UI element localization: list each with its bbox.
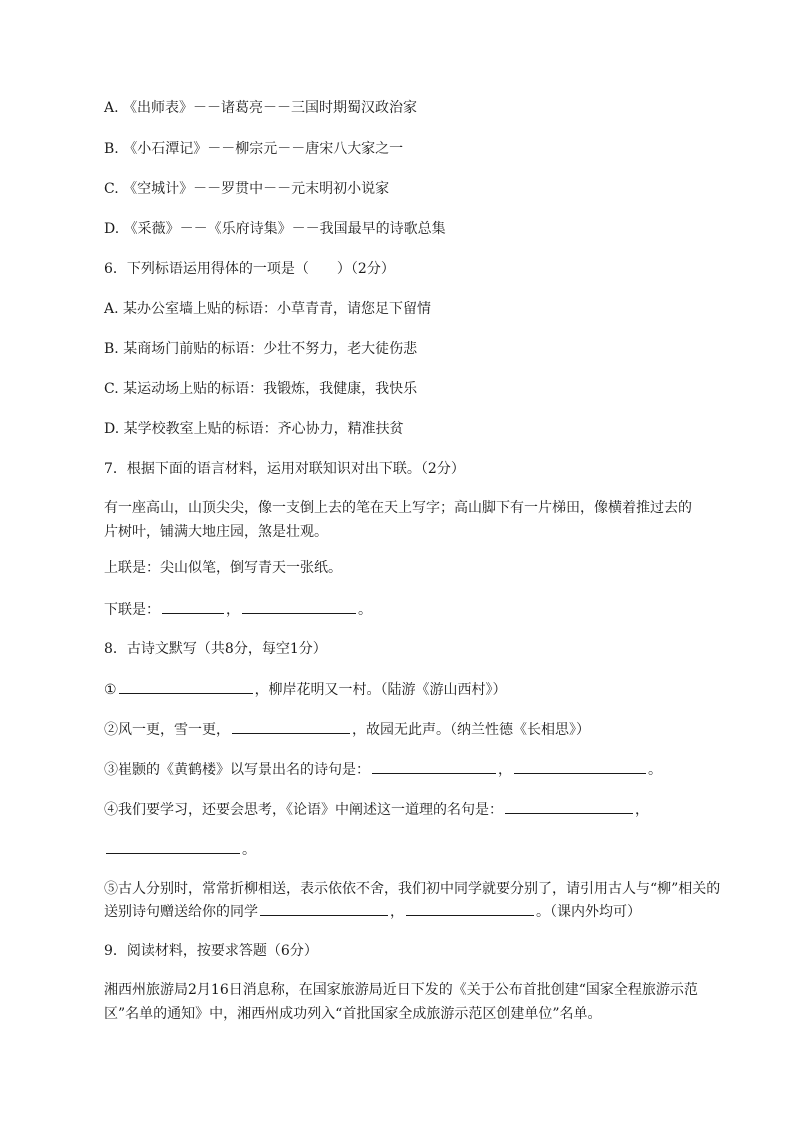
- q5-option-d: D. 《采薇》－－《乐府诗集》－－我国最早的诗歌总集: [104, 221, 446, 237]
- q8-item1-suffix: ，柳岸花明又一村。（陆游《游山西村》）: [254, 682, 507, 698]
- q7-upper-couplet: 上联是：尖山似笔，倒写青天一张纸。: [104, 560, 342, 576]
- q8-item3-blank-2[interactable]: [514, 759, 646, 774]
- q8-item4-blank-2[interactable]: [106, 839, 240, 854]
- q6-option-a: A. 某办公室墙上贴的标语：小草青青，请您足下留情: [104, 301, 432, 317]
- q8-item-4-cont: [104, 839, 256, 860]
- q8-item2-suffix: ，故园无此声。（纳兰性德《长相思》）: [352, 722, 590, 738]
- q8-item3-end: 。: [648, 762, 662, 778]
- q8-item4-end: 。: [242, 842, 256, 858]
- q8-item-3: [104, 759, 662, 780]
- q8-item5-sep: ，: [390, 904, 404, 920]
- q8-item-2: [104, 719, 590, 740]
- q8-item4-prefix: ④我们要学习，还要会思考，《论语》中阐述这一道理的名句是：: [104, 802, 503, 818]
- q8-item-4: [104, 799, 649, 820]
- q8-item3-prefix: ③崔颢的《黄鹤楼》以写景出名的诗句是：: [104, 762, 370, 778]
- q6-option-b: B. 某商场门前贴的标语：少壮不努力，老大徒伤悲: [104, 341, 418, 357]
- q6-option-c: C. 某运动场上贴的标语：我锻炼，我健康，我快乐: [104, 381, 418, 397]
- q8-item5-blank-2[interactable]: [406, 901, 534, 916]
- q5-option-b: B. 《小石潭记》－－柳宗元－－唐宋八大家之一: [104, 141, 404, 157]
- q6-option-d: D. 某学校教室上贴的标语：齐心协力，精准扶贫: [104, 421, 404, 437]
- q8-item1-blank[interactable]: [119, 679, 253, 694]
- q7-lower-end: 。: [358, 602, 372, 618]
- q8-item5-prefix: 送别诗句赠送给你的同学: [104, 904, 258, 920]
- q9-material: 湘西州旅游局2月16日消息称，在国家旅游局近日下发的《关于公布首批创建“国家全程旅游示范区”名单的通知》中，湘西州成功列入“首批国家全成旅游示范区创建单位”名单。: [104, 982, 698, 1022]
- q7-lower-couplet: [104, 599, 372, 620]
- q8-item4-blank-1[interactable]: [505, 799, 633, 814]
- q7-material: 有一座高山，山顶尖尖，像一支倒上去的笔在天上写字；高山脚下有一片梯田，像横着推过去的片树叶，铺满大地庄园，煞是壮观。: [104, 500, 692, 540]
- q8-item2-blank[interactable]: [232, 719, 350, 734]
- q6-stem: 6．下列标语运用得体的一项是（ ）（2分）: [104, 261, 395, 277]
- q8-item3-blank-1[interactable]: [372, 759, 496, 774]
- q8-item-5-cont: [104, 901, 641, 922]
- q8-item-1: [104, 679, 507, 700]
- q7-lower-sep: ，: [226, 602, 240, 618]
- q7-answer-blank-1[interactable]: [162, 599, 224, 614]
- q5-option-a: A. 《出师表》－－诸葛亮－－三国时期蜀汉政治家: [104, 100, 418, 116]
- q8-item-5: ⑤古人分别时，常常折柳相送，表示依依不舍，我们初中同学就要分别了，请引用古人与“柳”相关的: [104, 881, 721, 897]
- q5-option-c: C. 《空城计》－－罗贯中－－元末明初小说家: [104, 181, 390, 197]
- q8-item4-sep: ，: [635, 802, 649, 818]
- q7-lower-prefix: 下联是：: [104, 602, 160, 618]
- q9-stem: 9．阅读材料，按要求答题（6分）: [104, 943, 318, 959]
- q7-answer-blank-2[interactable]: [242, 599, 356, 614]
- q7-stem: 7．根据下面的语言材料，运用对联知识对出下联。（2分）: [104, 461, 465, 477]
- q8-item1-prefix: ①: [104, 682, 117, 698]
- q8-item3-sep: ，: [498, 762, 512, 778]
- q8-stem: 8．古诗文默写（共8分，每空1分）: [104, 641, 327, 657]
- q8-item2-prefix: ②风一更，雪一更，: [104, 722, 230, 738]
- q8-item5-blank-1[interactable]: [260, 901, 388, 916]
- q8-item5-end: 。（课内外均可）: [536, 904, 641, 920]
